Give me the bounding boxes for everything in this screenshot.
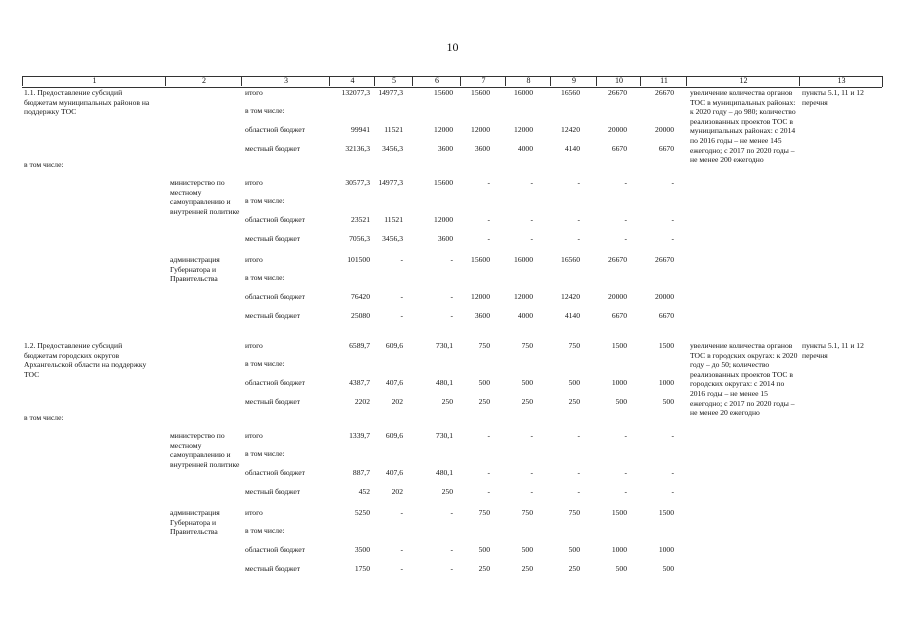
row-label: в том числе: <box>245 359 285 368</box>
table-cell-value: 500 <box>568 545 580 554</box>
table-cell-value: 250 <box>521 397 533 406</box>
table-cell-value: 1750 <box>354 564 370 573</box>
table-cell-value: 15600 <box>434 178 453 187</box>
table-cell-value: 12420 <box>561 125 580 134</box>
table-cell-value: 1500 <box>658 341 674 350</box>
row-label: местный бюджет <box>245 311 301 320</box>
table-cell-value: 12000 <box>514 292 533 301</box>
table-cell-value: 452 <box>358 487 370 496</box>
column-number: 12 <box>686 76 800 86</box>
table-cell-value: 16000 <box>514 88 533 97</box>
table-cell-value: - <box>487 215 490 224</box>
table-cell-value: 1500 <box>611 508 627 517</box>
column-number: 10 <box>596 76 641 86</box>
table-cell-value: - <box>624 431 627 440</box>
table-cell-value: 4140 <box>564 144 580 153</box>
table-cell-value: 3456,3 <box>382 144 403 153</box>
table-cell-value: 15600 <box>471 255 490 264</box>
row-label: в том числе: <box>245 106 285 115</box>
table-cell-value: 480,1 <box>435 468 453 477</box>
table-cell-value: - <box>577 487 580 496</box>
table-cell-value: - <box>624 178 627 187</box>
indicator-text: увеличение количества органов ТОС в муниципальных районах: к 2020 году – до 980; количество реализованных проектов ТОС в муниципальных районах: с 2014 по 2016 годы – не менее 145 ежегодно; с 2017 по 2020 годы – не менее 200 ежегодно <box>690 88 796 165</box>
table-cell-value: 15600 <box>434 88 453 97</box>
column-number: 5 <box>374 76 413 86</box>
table-cell-value: - <box>400 508 403 517</box>
table-cell-value: - <box>487 234 490 243</box>
table-cell-value: - <box>487 487 490 496</box>
table-cell-value: - <box>530 487 533 496</box>
table-cell-value: 202 <box>391 397 403 406</box>
column-number: 3 <box>241 76 330 86</box>
section-title: 1.1. Предоставление субсидий бюджетам муниципальных районов на поддержку ТОС <box>24 88 150 117</box>
row-label: итого <box>245 341 263 350</box>
table-cell-value: 407,6 <box>385 378 403 387</box>
column-number: 4 <box>329 76 375 86</box>
table-cell-value: - <box>530 215 533 224</box>
header-right-border <box>882 76 883 87</box>
column-number: 2 <box>165 76 242 86</box>
table-cell-value: 1000 <box>611 545 627 554</box>
table-cell-value: - <box>577 178 580 187</box>
table-cell-value: - <box>530 178 533 187</box>
table-cell-value: 4387,7 <box>349 378 370 387</box>
table-cell-value: - <box>400 292 403 301</box>
table-cell-value: - <box>577 468 580 477</box>
table-cell-value: - <box>530 234 533 243</box>
table-cell-value: 1500 <box>611 341 627 350</box>
row-label: итого <box>245 255 263 264</box>
table-cell-value: - <box>400 564 403 573</box>
table-cell-value: 500 <box>478 545 490 554</box>
table-cell-value: - <box>450 255 453 264</box>
table-cell-value: - <box>671 178 674 187</box>
table-cell-value: 250 <box>441 397 453 406</box>
row-label: в том числе: <box>245 449 285 458</box>
in-that-number-label: в том числе: <box>24 160 64 169</box>
table-cell-value: 26670 <box>655 255 674 264</box>
row-label: местный бюджет <box>245 564 301 573</box>
table-cell-value: 609,6 <box>385 431 403 440</box>
table-cell-value: 23521 <box>351 215 370 224</box>
table-cell-value: - <box>624 215 627 224</box>
table-cell-value: 25080 <box>351 311 370 320</box>
table-cell-value: 3600 <box>474 311 490 320</box>
table-cell-value: 12000 <box>471 125 490 134</box>
page-number: 10 <box>446 40 459 54</box>
table-cell-value: 2202 <box>354 397 370 406</box>
table-cell-value: 20000 <box>655 125 674 134</box>
table-cell-value: 750 <box>568 508 580 517</box>
row-label: в том числе: <box>245 273 285 282</box>
table-cell-value: 5250 <box>354 508 370 517</box>
table-cell-value: 480,1 <box>435 378 453 387</box>
table-cell-value: - <box>671 468 674 477</box>
table-cell-value: 15600 <box>471 88 490 97</box>
table-cell-value: 6670 <box>658 311 674 320</box>
table-cell-value: - <box>671 431 674 440</box>
table-cell-value: - <box>671 234 674 243</box>
table-cell-value: 6670 <box>658 144 674 153</box>
column-number: 6 <box>412 76 461 86</box>
table-cell-value: 6589,7 <box>349 341 370 350</box>
table-cell-value: - <box>487 178 490 187</box>
reference-text: пункты 5.1, 11 и 12 перечня <box>802 88 864 107</box>
table-cell-value: 500 <box>662 397 674 406</box>
table-cell-value: 7056,3 <box>349 234 370 243</box>
row-label: местный бюджет <box>245 234 301 243</box>
table-cell-value: - <box>400 545 403 554</box>
table-cell-value: 250 <box>441 487 453 496</box>
table-cell-value: 750 <box>521 341 533 350</box>
table-cell-value: 11521 <box>384 125 403 134</box>
table-cell-value: - <box>530 431 533 440</box>
table-cell-value: 730,1 <box>435 341 453 350</box>
table-cell-value: 14977,3 <box>378 88 403 97</box>
table-cell-value: 1000 <box>658 378 674 387</box>
table-cell-value: 500 <box>521 378 533 387</box>
row-label: в том числе: <box>245 526 285 535</box>
table-cell-value: 500 <box>615 397 627 406</box>
table-cell-value: - <box>577 215 580 224</box>
table-cell-value: 26670 <box>608 88 627 97</box>
row-label: итого <box>245 508 263 517</box>
row-label: областной бюджет <box>245 468 305 477</box>
table-cell-value: 12000 <box>434 125 453 134</box>
column-number: 9 <box>550 76 597 86</box>
table-cell-value: 20000 <box>608 292 627 301</box>
table-cell-value: - <box>450 292 453 301</box>
table-cell-value: - <box>487 431 490 440</box>
in-that-number-label: в том числе: <box>24 413 64 422</box>
table-cell-value: 4000 <box>517 311 533 320</box>
table-cell-value: 26670 <box>655 88 674 97</box>
row-label: областной бюджет <box>245 215 305 224</box>
row-label: областной бюджет <box>245 378 305 387</box>
executor-name: министерство по местному самоуправлению и внутренней политике <box>170 431 240 469</box>
table-cell-value: 26670 <box>608 255 627 264</box>
column-number: 8 <box>505 76 551 86</box>
table-cell-value: 76420 <box>351 292 370 301</box>
table-cell-value: 101500 <box>347 255 370 264</box>
row-label: в том числе: <box>245 196 285 205</box>
row-label: местный бюджет <box>245 397 301 406</box>
table-cell-value: 1339,7 <box>349 431 370 440</box>
table-cell-value: - <box>624 234 627 243</box>
row-label: итого <box>245 178 263 187</box>
table-cell-value: 32136,3 <box>345 144 370 153</box>
row-label: местный бюджет <box>245 487 301 496</box>
row-label: местный бюджет <box>245 144 301 153</box>
section-title: 1.2. Предоставление субсидий бюджетам городских округов Архангельской области на поддержку ТОС <box>24 341 147 379</box>
table-cell-value: - <box>450 508 453 517</box>
table-cell-value: 11521 <box>384 215 403 224</box>
table-cell-value: - <box>400 311 403 320</box>
row-label: итого <box>245 431 263 440</box>
column-number: 7 <box>460 76 506 86</box>
table-cell-value: 3600 <box>474 144 490 153</box>
table-cell-value: 6670 <box>611 311 627 320</box>
executor-name: администрация Губернатора и Правительства <box>170 255 220 284</box>
table-cell-value: - <box>450 311 453 320</box>
table-cell-value: 250 <box>478 397 490 406</box>
column-number: 13 <box>799 76 883 86</box>
table-cell-value: 500 <box>568 378 580 387</box>
table-cell-value: 730,1 <box>435 431 453 440</box>
table-cell-value: 500 <box>478 378 490 387</box>
table-cell-value: - <box>487 468 490 477</box>
table-cell-value: - <box>624 487 627 496</box>
table-cell-value: - <box>530 468 533 477</box>
table-cell-value: 4000 <box>517 144 533 153</box>
table-cell-value: 750 <box>478 341 490 350</box>
table-cell-value: 887,7 <box>352 468 370 477</box>
table-cell-value: - <box>450 545 453 554</box>
table-cell-value: 250 <box>568 397 580 406</box>
table-cell-value: - <box>577 234 580 243</box>
table-cell-value: 407,6 <box>385 468 403 477</box>
reference-text: пункты 5.1, 11 и 12 перечня <box>802 341 864 360</box>
table-cell-value: - <box>450 564 453 573</box>
table-cell-value: 3500 <box>354 545 370 554</box>
table-cell-value: - <box>671 215 674 224</box>
table-cell-value: 500 <box>615 564 627 573</box>
table-cell-value: 20000 <box>608 125 627 134</box>
table-cell-value: 3456,3 <box>382 234 403 243</box>
table-cell-value: - <box>671 487 674 496</box>
table-cell-value: - <box>624 468 627 477</box>
table-cell-value: 20000 <box>655 292 674 301</box>
table-cell-value: 12420 <box>561 292 580 301</box>
row-label: областной бюджет <box>245 125 305 134</box>
column-number: 11 <box>640 76 687 86</box>
table-cell-value: 3600 <box>437 234 453 243</box>
table-cell-value: - <box>400 255 403 264</box>
table-cell-value: 1000 <box>611 378 627 387</box>
table-cell-value: 1000 <box>658 545 674 554</box>
table-cell-value: 250 <box>568 564 580 573</box>
table-cell-value: 16000 <box>514 255 533 264</box>
row-label: областной бюджет <box>245 292 305 301</box>
indicator-text: увеличение количества органов ТОС в городских округах: к 2020 году – до 50; количество реализованных проектов ТОС в городских округах: с 2014 по 2016 годы – не менее 15 ежегодно; с 2017 по 2020 годы – не менее 20 ежегодно <box>690 341 798 418</box>
table-cell-value: 750 <box>478 508 490 517</box>
table-cell-value: 6670 <box>611 144 627 153</box>
table-cell-value: 14977,3 <box>378 178 403 187</box>
row-label: итого <box>245 88 263 97</box>
table-cell-value: 500 <box>521 545 533 554</box>
table-cell-value: 250 <box>521 564 533 573</box>
table-cell-value: 12000 <box>471 292 490 301</box>
executor-name: администрация Губернатора и Правительства <box>170 508 220 537</box>
table-cell-value: 3600 <box>437 144 453 153</box>
table-cell-value: 4140 <box>564 311 580 320</box>
table-cell-value: 12000 <box>434 215 453 224</box>
column-number: 1 <box>22 76 166 86</box>
table-cell-value: 16560 <box>561 255 580 264</box>
table-cell-value: 99941 <box>351 125 370 134</box>
table-cell-value: 132077,3 <box>341 88 370 97</box>
table-cell-value: 202 <box>391 487 403 496</box>
table-cell-value: 750 <box>521 508 533 517</box>
table-cell-value: 750 <box>568 341 580 350</box>
table-cell-value: 500 <box>662 564 674 573</box>
table-cell-value: 1500 <box>658 508 674 517</box>
table-cell-value: 250 <box>478 564 490 573</box>
executor-name: министерство по местному самоуправлению и внутренней политике <box>170 178 240 216</box>
table-cell-value: - <box>577 431 580 440</box>
table-cell-value: 30577,3 <box>345 178 370 187</box>
table-cell-value: 16560 <box>561 88 580 97</box>
table-cell-value: 12000 <box>514 125 533 134</box>
row-label: областной бюджет <box>245 545 305 554</box>
table-cell-value: 609,6 <box>385 341 403 350</box>
